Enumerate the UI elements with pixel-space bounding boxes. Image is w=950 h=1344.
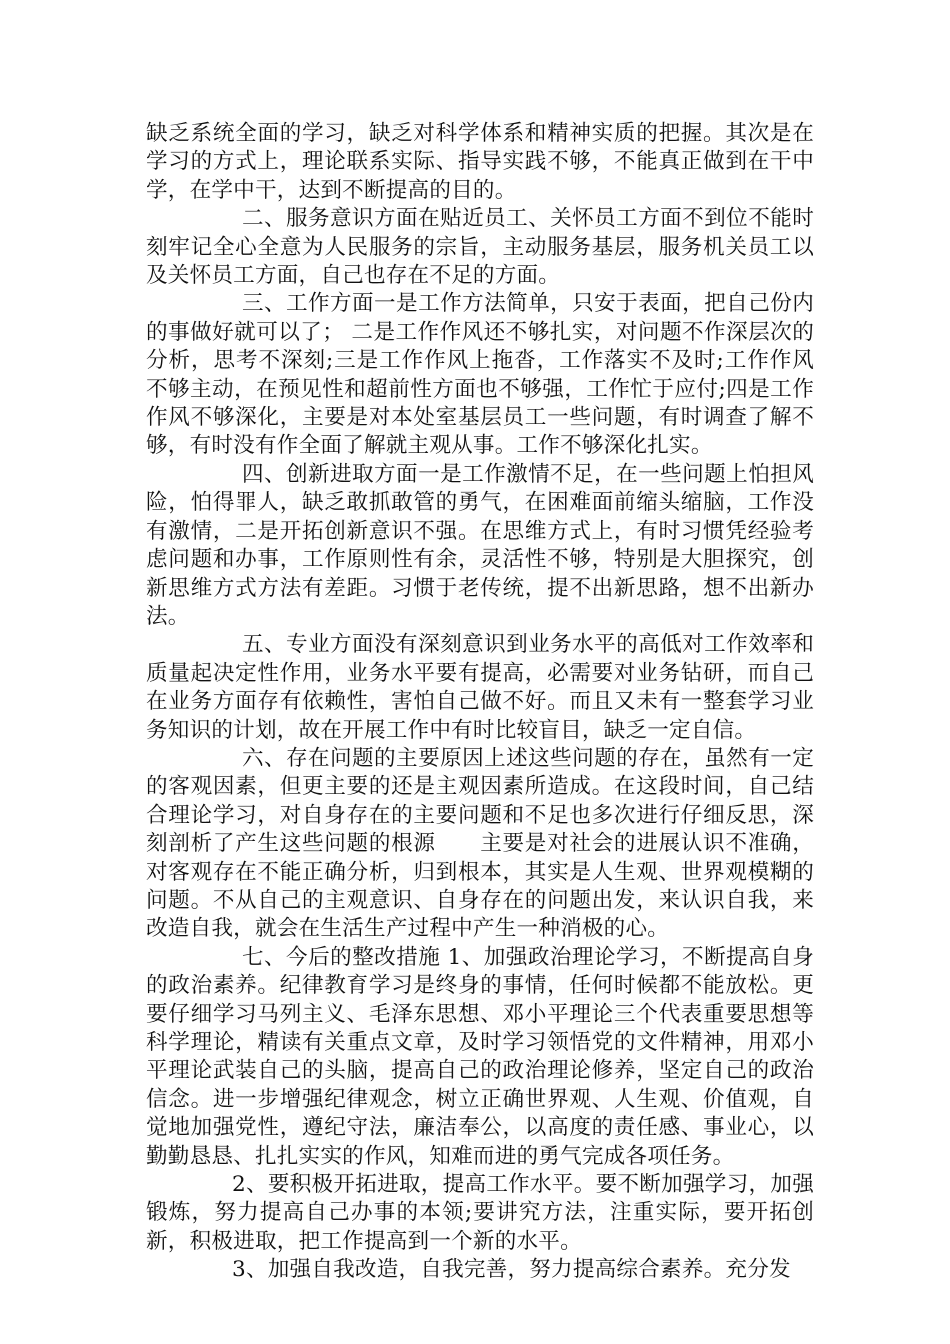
document-page — [146, 120, 814, 1285]
paragraph-9: 3、加强自我改造，自我完善，努力提高综合素养。充分发 — [232, 1257, 791, 1283]
paragraph-4: 四、创新进取方面一是工作激情不足，在一些问题上怕担风险，怕得罪人，缺乏敢抓敢管的勇气，在困难面前缩头缩脑，工作没有激情，二是开拓创新意识不强。在思维方式上，有时习惯凭经验考虑问题和办事，工作原则性有余，灵活性不够，特别是大胆探究，创新思维方式方法有差距。习惯于老传统，提不出新思路，想不出新办法。 — [146, 461, 814, 629]
paragraph-2: 二、服务意识方面在贴近员工、关怀员工方面不到位不能时刻牢记全心全意为人民服务的宗旨，主动服务基层，服务机关员工以及关怀员工方面，自己也存在不足的方面。 — [146, 206, 814, 289]
paragraph-8: 2、要积极开拓进取，提高工作水平。要不断加强学习，加强锻炼，努力提高自己办事的本领;要讲究方法，注重实际，要开拓创新，积极进取，把工作提高到一个新的水平。 — [146, 1172, 814, 1254]
paragraph-1: 缺乏系统全面的学习，缺乏对科学体系和精神实质的把握。其次是在学习的方式上，理论联系实际、指导实践不够，不能真正做到在干中学，在学中干，达到不断提高的目的。 — [146, 121, 814, 203]
paragraph-5: 五、专业方面没有深刻意识到业务水平的高低对工作效率和质量起决定性作用，业务水平要有提高，必需要对业务钻研，而自己在业务方面存有依赖性，害怕自己做不好。而且又未有一整套学习业务知识的计划，故在开展工作中有时比较盲目，缺乏一定自信。 — [146, 632, 814, 743]
paragraph-3: 三、工作方面一是工作方法简单，只安于表面，把自己份内的事做好就可以了； 二是工作作风还不够扎实，对问题不作深层次的分析，思考不深刻;三是工作作风上拖沓，工作落实不及时;工作作风不够主动，在预见性和超前性方面也不够强，工作忙于应付;四是工作作风不够深化，主要是对本处室基层员工一些问题，有时调查了解不够，有时没有作全面了解就主观从事。工作不够深化扎实。 — [146, 291, 814, 459]
paragraph-7: 七、今后的整改措施 1、加强政治理论学习，不断提高自身的政治素养。纪律教育学习是终身的事情，任何时候都不能放松。更要仔细学习马列主义、毛泽东思想、邓小平理论三个代表重要思想等科学理论，精读有关重点文章，及时学习领悟党的文件精神，用邓小平理论武装自己的头脑，提高自己的政治理论修养，坚定自己的政治信念。进一步增强纪律观念，树立正确世界观、人生观、价值观，自觉地加强党性，遵纪守法，廉洁奉公，以高度的责任感、事业心，以勤勤恳恳、扎扎实实的作风，知难而进的勇气完成各项任务。 — [146, 944, 814, 1169]
paragraph-6: 六、存在问题的主要原因上述这些问题的存在，虽然有一定的客观因素，但更主要的还是主观因素所造成。在这段时间，自己结合理论学习，对自身存在的主要问题和不足也多次进行仔细反思，深刻剖析了产生这些问题的根源 主要是对社会的进展认识不准确，对客观存在不能正确分析，归到根本，其实是人生观、世界观模糊的问题。不从自己的主观意识、自身存在的问题出发，来认识自我，来改造自我，就会在生活生产过程中产生一种消极的心。 — [146, 745, 814, 942]
